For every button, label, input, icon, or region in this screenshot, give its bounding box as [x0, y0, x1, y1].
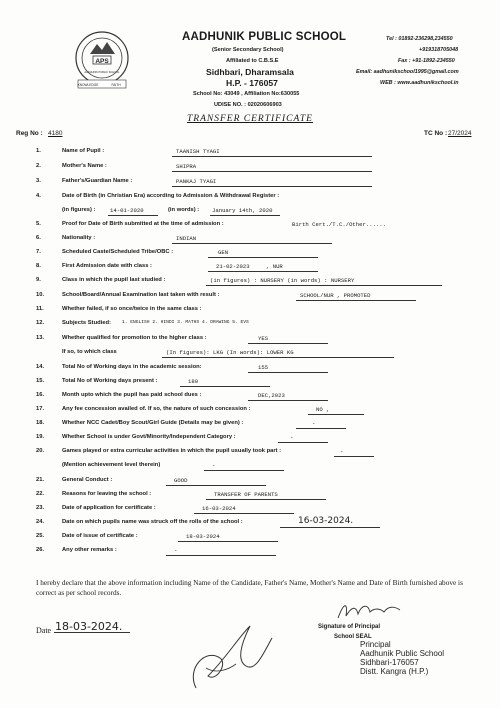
- row-value: 16-03-2024: [202, 505, 236, 512]
- reg-no-label: Reg No :: [16, 130, 43, 137]
- row-value: YES: [258, 335, 269, 342]
- row-label: Month upto which the pupil has paid school dues :: [62, 392, 202, 398]
- header-line5: School No: 43049 , Affiliation No:630055: [193, 91, 300, 97]
- row-value: 14-01-2020: [110, 207, 144, 214]
- row-label: Games played or extra curricular activities in which the pupil usually took part :: [62, 448, 282, 454]
- row-games: [0, 448, 500, 458]
- row-number: 18.: [36, 420, 45, 426]
- row-label: Mother's Name :: [62, 163, 107, 169]
- header-line6: UDISE NO. : 02020606903: [214, 102, 282, 108]
- row-number: 20.: [36, 448, 45, 454]
- row-days-present: [0, 378, 500, 388]
- row-label: Nationality :: [62, 235, 96, 241]
- row-number: 15.: [36, 378, 45, 384]
- row-value: -: [212, 462, 216, 469]
- row-value: INDIAN: [176, 235, 197, 242]
- row-value: 21-02-2023: [216, 263, 250, 270]
- row-label: If so, to which class: [62, 349, 117, 355]
- row-value: 1. ENGLISH 2. HINDI 3. MATHS 4. DRAWING 5. EVS: [122, 320, 249, 325]
- row-number: 5.: [36, 221, 41, 227]
- row-number: 10.: [36, 292, 45, 298]
- row-last-class: [0, 277, 500, 287]
- row-number: 1.: [36, 148, 41, 154]
- row-value: 180: [188, 378, 199, 385]
- row-number: 11.: [36, 306, 44, 312]
- row-label: Date of issue of certificate :: [62, 533, 138, 539]
- row-label: Whether qualified for promotion to the higher class :: [62, 335, 207, 341]
- row-label-2: (in words) :: [168, 207, 200, 213]
- row-dob-proof: [0, 221, 500, 231]
- contact-mobile: +919318705048: [419, 47, 459, 53]
- row-number: 9.: [36, 277, 41, 283]
- row-number: 2.: [36, 163, 41, 169]
- row-value: (in figures) : NURSERY (in words) : NURSERY: [210, 277, 355, 284]
- row-mother-name: [0, 163, 500, 173]
- row-value: TRANSFER OF PARENTS: [214, 491, 278, 498]
- row-value: TAANISH TYAGI: [176, 148, 220, 155]
- stamp-line-3: Sidhbari-176057: [360, 658, 419, 667]
- row-promotion: [0, 335, 500, 345]
- row-value: SCHOOL/NUR , PROMOTED: [300, 292, 371, 299]
- row-label: Proof for Date of Birth submitted at the time of admission :: [62, 221, 224, 227]
- row-dob-values: [0, 207, 500, 217]
- row-failed: [0, 306, 500, 316]
- row-number: 26.: [36, 547, 45, 553]
- row-value: (In figures): LKG (In words): LOWER KG: [166, 349, 294, 356]
- row-first-admission: [0, 263, 500, 273]
- row-value: PANKAJ TYAGI: [176, 178, 217, 185]
- row-value: 18-03-2024: [186, 533, 220, 540]
- row-value: GOOD: [174, 477, 188, 484]
- row-label: Date of application for certificate :: [62, 505, 156, 511]
- row-value-2: January 14th, 2020: [212, 207, 273, 214]
- row-label: Father's/Guardian Name :: [62, 178, 133, 184]
- logo-motto: AADHUNIK PUBLIC SCHOOL: [84, 71, 120, 74]
- date-label: Date: [36, 626, 52, 635]
- school-name: AADHUNIK PUBLIC SCHOOL: [182, 31, 347, 43]
- row-nationality: [0, 235, 500, 245]
- row-fee-concession: [0, 406, 500, 416]
- row-value: GEN: [218, 249, 229, 256]
- contact-fax: Fax : +91-1892-234550: [398, 58, 455, 64]
- row-working-days: [0, 364, 500, 374]
- row-number: 19.: [36, 434, 45, 440]
- row-number: 8.: [36, 263, 41, 269]
- stamp-line-1: Principal: [360, 640, 391, 649]
- row-category: [0, 249, 500, 259]
- row-label: Subjects Studied:: [62, 320, 111, 326]
- row-label: (Mention achievement level therein): [62, 462, 161, 468]
- row-label: First Admission date with class :: [62, 263, 152, 269]
- row-label: Whether failed, if so once/twice in the same class :: [62, 306, 202, 312]
- row-label: Any other remarks :: [62, 547, 117, 553]
- row-remarks: [0, 547, 500, 557]
- contact-email: Email: aadhunikschool1995@gmail.com: [356, 69, 459, 75]
- date-handwritten: 18-03-2024.: [55, 620, 123, 633]
- principal-signature: [334, 600, 404, 624]
- header-line3: Sidhbari, Dharamsala: [206, 67, 294, 77]
- row-label: School/Board/Annual Examination last taken with result :: [62, 292, 220, 298]
- row-number: 16.: [36, 392, 45, 398]
- row-school-category: [0, 434, 500, 444]
- row-number: 14.: [36, 364, 45, 370]
- row-dob-heading: [0, 193, 500, 203]
- contact-web: WEB : www.aadhunikschool.in: [380, 80, 459, 86]
- row-label: Date on which pupils name was struck off the rolls of the school :: [62, 519, 243, 525]
- reg-no-value: 4180: [48, 130, 63, 137]
- logo-right-text: FAITH: [111, 83, 121, 87]
- row-ncc: [0, 420, 500, 430]
- header-line2: Affiliated to C.B.S.E: [226, 58, 279, 64]
- row-number: 25.: [36, 533, 45, 539]
- row-value: Birth Cert./T.C./Other......: [292, 221, 386, 228]
- row-last-exam: [0, 292, 500, 302]
- row-number: 6.: [36, 235, 41, 241]
- stamp-line-2: Aadhunik Public School: [360, 649, 445, 658]
- signature-label: Signature of Principal: [318, 624, 381, 630]
- row-value: SHIPRA: [176, 163, 197, 170]
- row-pupil-name: [0, 148, 500, 158]
- row-label: Scheduled Caste/Scheduled Tribe/OBC :: [62, 249, 174, 255]
- row-value: -: [312, 420, 316, 427]
- tc-no-value: 27/2024: [448, 130, 472, 137]
- row-number: 13.: [36, 335, 45, 341]
- row-number: 17.: [36, 406, 45, 412]
- row-struck-off-date: [0, 516, 500, 529]
- row-number: 7.: [36, 249, 41, 255]
- contact-tel: Tel : 01892-236298,234550: [386, 36, 453, 42]
- row-number: 23.: [36, 505, 45, 511]
- row-number: 12.: [36, 320, 45, 326]
- row-value: -: [174, 547, 178, 554]
- row-father-name: [0, 178, 500, 188]
- certificate-title: TRANSFER CERTIFICATE: [187, 114, 313, 124]
- row-label: Whether School is under Govt/Minority/Independent Category :: [62, 434, 236, 440]
- row-conduct: [0, 477, 500, 487]
- struck-off-handwritten-date: 16-03-2024.: [298, 516, 354, 526]
- logo-text: APS: [95, 58, 109, 65]
- row-value: -: [340, 448, 344, 455]
- header-line1: (Senior Secondary School): [212, 47, 284, 53]
- row-dues-paid: [0, 392, 500, 402]
- row-value: DEC,2023: [258, 392, 285, 399]
- row-label: Total No of Working days present :: [62, 378, 158, 384]
- row-number: 4.: [36, 193, 41, 199]
- row-label: Reasons for leaving the school :: [62, 491, 152, 497]
- row-label: Any fee concession availed of. If so, the nature of such concession :: [62, 406, 251, 412]
- declaration-text: I hereby declare that the above information including Name of the Candidate, Father's Name, Mother's Name and Date of Birth furnished above is correct as per school records.: [36, 578, 463, 597]
- row-value: -: [290, 434, 294, 441]
- school-logo: [72, 30, 132, 92]
- row-label: Date of Birth (in Christian Era) according to Admission & Withdrawal Register :: [62, 193, 280, 199]
- row-label: Class in which the pupil last studied :: [62, 277, 166, 283]
- row-number: 24.: [36, 519, 45, 525]
- row-label: Total No of Working days in the academic session:: [62, 364, 202, 370]
- row-leaving-reason: [0, 491, 500, 501]
- row-subjects: [0, 320, 500, 330]
- row-label: Name of Pupil :: [62, 148, 105, 154]
- row-number: 21.: [36, 477, 45, 483]
- stamp-line-4: Distt. Kangra (H.P.): [360, 667, 429, 676]
- row-number: 22.: [36, 491, 45, 497]
- tc-no-label: TC No :: [424, 130, 448, 137]
- row-value-2: , NUR: [266, 263, 283, 270]
- guardian-signature: [176, 608, 280, 698]
- row-label: General Conduct :: [62, 477, 113, 483]
- principal-stamp: [360, 640, 444, 676]
- row-promoted-class: [0, 349, 500, 359]
- row-achievement: [0, 462, 500, 472]
- row-number: 3.: [36, 178, 41, 184]
- row-label: Whether NCC Cadet/Boy Scout/Girl Guide (Details may be given) :: [62, 420, 244, 426]
- row-application-date: [0, 505, 500, 515]
- header-line4: H.P. - 176057: [226, 78, 278, 88]
- seal-label: School SEAL: [334, 634, 372, 640]
- row-label: (in figures) :: [62, 207, 96, 213]
- row-issue-date: [0, 533, 500, 543]
- logo-left-text: KNOWLEDGE: [77, 83, 99, 87]
- row-value: NO ,: [316, 406, 330, 413]
- row-value: 155: [258, 364, 269, 371]
